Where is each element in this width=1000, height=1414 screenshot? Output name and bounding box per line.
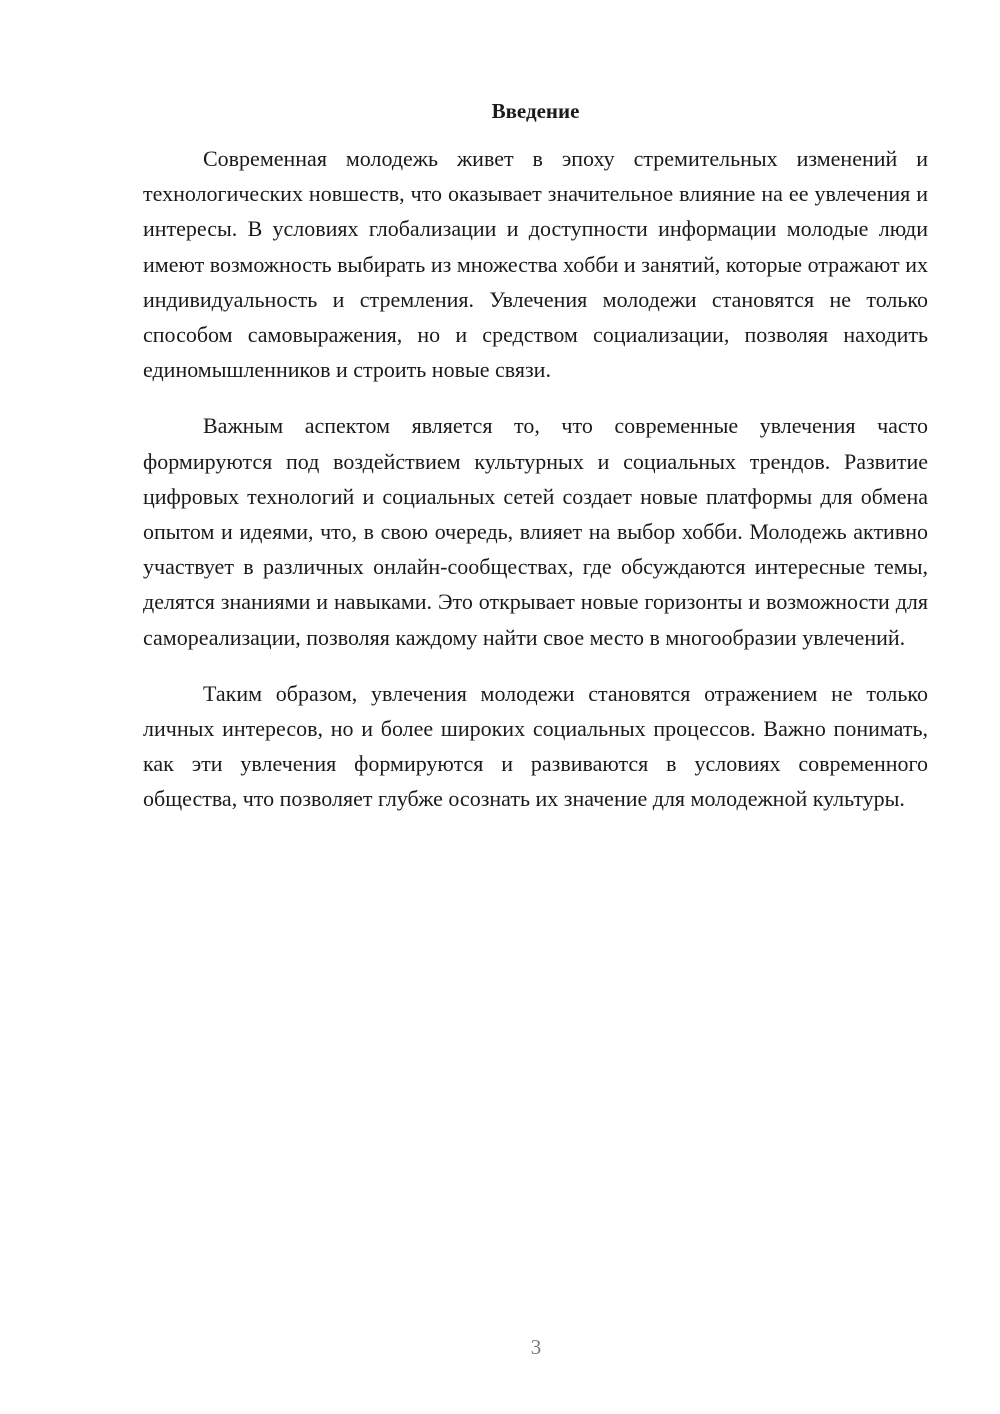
page-content: [143, 96, 928, 817]
paragraph-2: Важным аспектом является то, что современные увлечения часто формируются под воздействием культурных и социальных трендов. Развитие цифровых технологий и социальных сетей создает новые платформы для обмена опытом и идеями, что, в свою очередь, влияет на выбор хобби. Молодежь активно участвует в различных онлайн-сообществах, где обсуждаются интересные темы, делятся знаниями и навыками. Это открывает новые горизонты и возможности для самореализации, позволяя каждому найти свое место в многообразии увлечений.: [143, 413, 928, 650]
paragraph-3: Таким образом, увлечения молодежи становятся отражением не только личных интересов, но и более широких социальных процессов. Важно понимать, как эти увлечения формируются и развиваются в условиях современного общества, что позволяет глубже осознать их значение для молодежной культуры.: [143, 680, 928, 812]
page-number: 3: [530, 1335, 542, 1359]
paragraph-1: Современная молодежь живет в эпоху стремительных изменений и технологических новшеств, что оказывает значительное влияние на ее увлечения и интересы. В условиях глобализации и доступности информации молодые люди имеют возможность выбирать из множества хобби и занятий, которые отражают их индивидуальность и стремления. Увлечения молодежи становятся не только способом самовыражения, но и средством социализации, позволяя находить единомышленников и строить новые связи.: [143, 146, 928, 383]
page-title: Введение: [491, 99, 580, 123]
